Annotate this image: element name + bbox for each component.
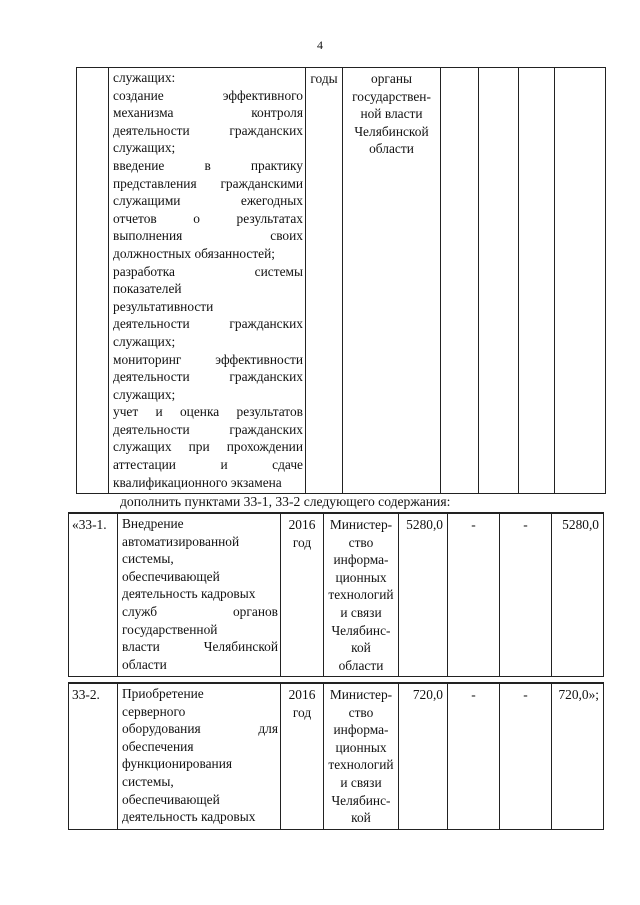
text-line: оборудования для (122, 721, 278, 737)
text-line: государственной (122, 621, 218, 637)
text-line: и связи (340, 774, 382, 790)
table-row-33-2 (68, 682, 604, 830)
text-line: деятельности гражданских (113, 122, 303, 138)
text-line: деятельности гражданских (113, 421, 303, 437)
text-line: информа- (333, 722, 389, 738)
text-line: обеспечения (122, 738, 194, 754)
row-col-b: - (500, 513, 552, 677)
top-executor-cell (343, 68, 441, 494)
text-line: государствен- (352, 88, 431, 104)
text-line: ционных (335, 569, 387, 585)
text-line: Приобретение (122, 686, 204, 701)
text-line: деятельность кадровых (122, 586, 256, 602)
text-line: серверного (122, 703, 186, 719)
text-line: служащих; (113, 333, 176, 349)
text-line: обеспечивающей (122, 568, 220, 584)
text-line: области (338, 657, 384, 673)
text-line: год (292, 534, 312, 550)
row-number: «33-1. (69, 513, 118, 677)
text-line: механизма контроля (113, 105, 303, 121)
text-line: деятельности гражданских (113, 369, 303, 385)
text-line: введение в практику (113, 157, 303, 173)
insertion-instruction: дополнить пунктами 33-1, 33-2 следующего содержания: (120, 494, 451, 509)
text-line: деятельность кадровых (122, 809, 256, 825)
row-term (281, 513, 324, 677)
row-total: 5280,0 (399, 513, 448, 677)
text-line: отчетов о результатах (113, 210, 303, 226)
row-col-c: 5280,0 (552, 513, 604, 677)
text-line: представления гражданскими (113, 175, 303, 191)
top-empty-cell (519, 68, 555, 494)
text-line: обеспечивающей (122, 791, 220, 807)
text-line: ство (348, 704, 374, 720)
text-line: разработка системы (113, 263, 303, 279)
top-empty-cell (441, 68, 479, 494)
text-line: Внедрение (122, 516, 184, 531)
top-empty-cell (555, 68, 606, 494)
row-col-b: - (500, 683, 552, 829)
text-line: служащих; (113, 386, 176, 402)
text-line: Министер- (329, 687, 393, 702)
text-line: деятельности гражданских (113, 316, 303, 332)
text-line: выполнения своих (113, 228, 303, 244)
top-term-cell: годы (306, 68, 343, 494)
text-line: должностных обязанностей; (113, 245, 276, 261)
text-line: Челябинс- (331, 792, 391, 808)
text-line: служащих: (113, 70, 176, 85)
row-total: 720,0 (399, 683, 448, 829)
text-line: кой (351, 640, 371, 656)
text-line: автоматизированной (122, 533, 240, 549)
row-executor (324, 513, 399, 677)
row-number: 33-2. (69, 683, 118, 829)
text-line: квалификационного экзамена (113, 474, 282, 490)
text-line: мониторинг эффективности (113, 351, 303, 367)
text-line: создание эффективного (113, 87, 303, 103)
text-line: технологий (328, 587, 394, 603)
text-line: технологий (328, 757, 394, 773)
text-line: служащих при прохождении (113, 439, 303, 455)
text-line: служащих; (113, 140, 176, 156)
text-line: кой (351, 810, 371, 826)
text-line: результативности (113, 298, 214, 314)
row-col-a: - (448, 513, 500, 677)
text-line: системы, (122, 773, 174, 789)
text-line: аттестации и сдаче (113, 457, 303, 473)
text-line: ство (348, 534, 374, 550)
top-description-cell (109, 68, 306, 494)
text-line: служащими ежегодных (113, 193, 303, 209)
row-term (281, 683, 324, 829)
text-line: показателей (113, 281, 182, 297)
text-line: области (122, 656, 167, 672)
page-number: 4 (317, 38, 323, 52)
text-line: власти Челябинской (122, 639, 278, 655)
row-col-a: - (448, 683, 500, 829)
row-description (118, 683, 281, 829)
text-line: 2016 (288, 517, 316, 532)
text-line: ционных (335, 739, 387, 755)
text-line: Челябинской (354, 123, 429, 139)
text-line: области (369, 141, 414, 157)
text-line: учет и оценка результатов (113, 404, 303, 420)
text-line: Министер- (329, 517, 393, 532)
text-line: и связи (340, 604, 382, 620)
row-executor (324, 683, 399, 829)
top-table (76, 67, 606, 494)
text-line: органы (371, 71, 412, 86)
text-line: Челябинс- (331, 622, 391, 638)
text-line: информа- (333, 552, 389, 568)
text-line: год (292, 704, 312, 720)
top-number-cell (77, 68, 109, 494)
text-line: 2016 (288, 687, 316, 702)
row-description (118, 513, 281, 677)
text-line: функционирования (122, 756, 233, 772)
row-col-c: 720,0»; (552, 683, 604, 829)
text-line: системы, (122, 551, 174, 567)
text-line: служб органов (122, 603, 278, 619)
text-line: ной власти (360, 106, 423, 122)
top-empty-cell (479, 68, 519, 494)
table-row-33-1 (68, 512, 604, 677)
